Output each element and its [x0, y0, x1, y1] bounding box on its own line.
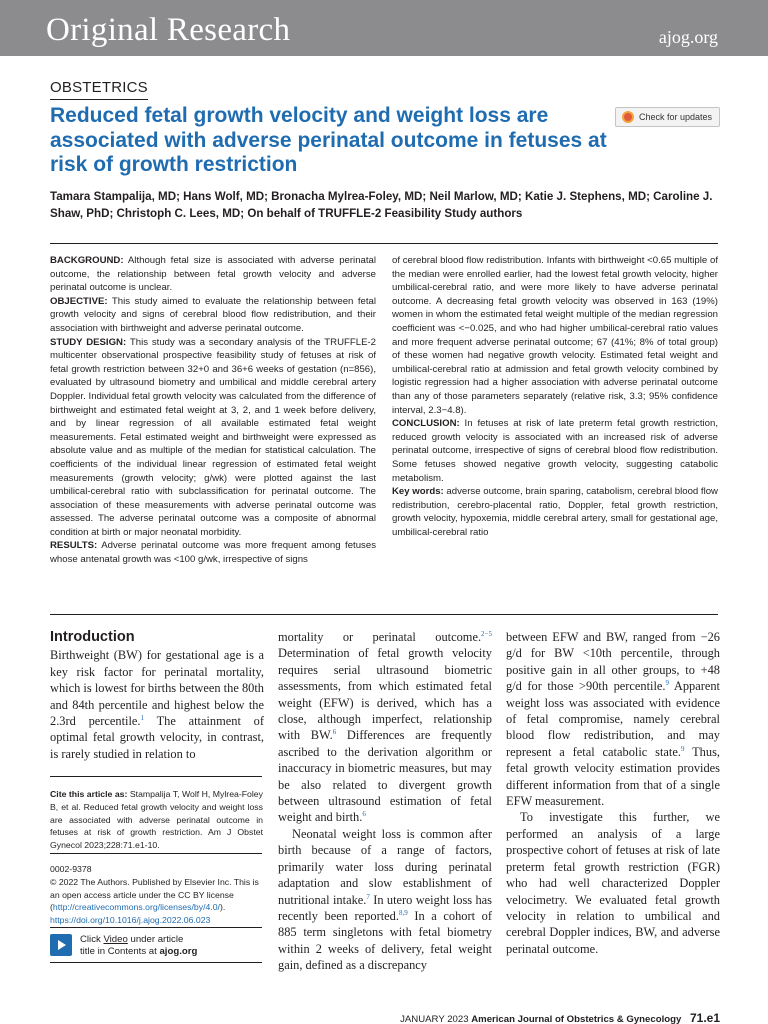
conclusion-label: CONCLUSION: — [392, 418, 460, 430]
abstract-results — [50, 539, 376, 566]
author-list: Tamara Stampalija, MD; Hans Wolf, MD; Bronacha Mylrea-Foley, MD; Neil Marlow, MD; Katie J. Stephens, MD; Caroline J. Shaw, PhD; Christoph C. Lees, MD; On behalf of TRUFFLE-2 Feasibility Study authors — [50, 190, 713, 220]
paragraph-text: Differences are frequently ascribed to the derivation algorithm or inaccuracy in biometric measures, but may be also related to divergent growth between ultrasound estimation of fetal weight and birth. — [278, 728, 492, 825]
body-column-2 — [278, 629, 492, 974]
page-number: 71.e1 — [689, 1011, 720, 1024]
body-paragraph — [50, 647, 264, 762]
header-site-link[interactable]: ajog.org — [658, 27, 718, 47]
paragraph-text: In utero weight loss has recently been reported. — [278, 892, 492, 923]
body-paragraph — [278, 826, 492, 974]
reference-link[interactable]: 9 — [680, 744, 685, 753]
paragraph-text: Determination of fetal growth velocity requires serial ultrasound biometric assessments, from which estimated fetal weight (EFW) is derived, which has a close, although imperfect, relationship with BW. — [278, 646, 492, 743]
video-word-link[interactable]: Video — [103, 934, 128, 945]
paragraph-text: In a cohort of 885 term singletons with fetal biometry within 2 weeks of delivery, fetal weight gain, defined as a discrepancy — [278, 908, 492, 973]
license-link[interactable]: http://creativecommons.org/licenses/by/4.0/ — [52, 902, 220, 913]
introduction-heading: Introduction — [50, 629, 135, 645]
background-label: BACKGROUND: — [50, 255, 124, 266]
paragraph-text: Neonatal weight loss is common after birth because of a range of factors, primarily water loss during perinatal adaptation and slow establishment of nutritional intake. — [278, 826, 492, 907]
reference-link[interactable]: 7 — [366, 892, 370, 901]
abstract-design — [50, 336, 376, 540]
cite-bottom-rule — [50, 853, 262, 854]
body-paragraph — [278, 629, 492, 826]
reference-link[interactable]: 9 — [665, 679, 670, 688]
abstract-top-rule — [50, 243, 718, 244]
license-text: © 2022 The Authors. Published by Elsevier Inc. This is an open access article under the CC BY license ( — [50, 876, 259, 913]
keywords-label: Key words: — [392, 486, 444, 498]
reference-link[interactable]: 8,9 — [398, 908, 408, 917]
background-text: Although fetal size is associated with adverse perinatal outcome, the relationship between fetal growth velocity and adverse perinatal outcome is unclear. — [50, 255, 376, 294]
page-footer — [400, 1011, 720, 1024]
video-text-part: title in Contents at — [80, 946, 160, 957]
check-updates-button[interactable] — [615, 107, 720, 127]
body-column-3 — [506, 629, 720, 957]
doi-link[interactable]: https://doi.org/10.1016/j.ajog.2022.06.023 — [50, 915, 211, 926]
conclusion-text: In fetuses at risk of late preterm fetal growth restriction, reduced growth velocity is associated with an increased risk of adverse perinatal outcome, irrespective of signs of cerebral blood flow redistribution. Some fetuses showed negative growth velocity, suggesting catabolic metabolism. — [392, 418, 718, 484]
design-label: STUDY DESIGN: — [50, 336, 127, 348]
design-text: This study was a secondary analysis of the TRUFFLE-2 multicenter observational prospective feasibility study of fetuses at risk of fetal growth restriction between 32+0 and 36+6 weeks of gestation (n=856), evaluated by ultrasound biometry and umbilical and middle cerebral artery Doppler. Individual fetal growth velocity was calculated from the difference of birthweight and estimated fetal weight at 3, 2, and 1 week before delivery, and by linear regression of all available estimated fetal weight measurements. Fetal estimated weight and birthweight were expressed as absolute value and as multiple of the median for statistical calculation. The coefficients of the individual linear regression of estimated fetal weight measurements (growth velocity; g/wk) were plotted against the last umbilical-cerebral ratio with subclassification for perinatal outcome. The association of these measurements with adverse perinatal outcome was assessed. The adverse perinatal outcome was a composite of abnormal condition at birth or major neonatal morbidity. — [50, 336, 377, 538]
page-header — [0, 0, 768, 56]
paragraph-text: mortality or perinatal outcome. — [278, 630, 482, 644]
license-bottom-rule — [50, 927, 262, 928]
video-text-part: under article — [127, 934, 184, 945]
issn: 0002-9378 — [50, 864, 92, 874]
check-updates-label: Check for updates — [639, 112, 713, 122]
video-link[interactable] — [50, 934, 263, 958]
video-text-part: Click — [80, 934, 104, 945]
abstract-background — [50, 254, 376, 295]
video-bottom-rule — [50, 962, 262, 963]
license-text-block — [50, 876, 263, 914]
section-label: OBSTETRICS — [50, 79, 148, 100]
abstract-conclusion — [392, 417, 718, 485]
reference-link[interactable]: 2−5 — [481, 629, 492, 638]
body-paragraph — [506, 809, 720, 957]
license-box — [50, 863, 263, 927]
abstract-column-left — [50, 254, 376, 567]
video-text — [80, 934, 197, 958]
abstract-column-right — [392, 254, 718, 539]
cite-text: Stampalija T, Wolf H, Mylrea-Foley B, et al. Reduced fetal growth velocity and weight loss are associated with adverse perinatal outcome in fetuses at risk of growth restriction. Am J Obstet Gynecol 2023;228:71.e1-10. — [50, 789, 263, 851]
cite-label: Cite this article as: — [50, 789, 128, 799]
results-text: Adverse perinatal outcome was more frequent among fetuses whose antenatal growth was <100 g/wk, irrespective of signs — [50, 540, 376, 566]
footer-journal: American Journal of Obstetrics & Gynecology — [471, 1014, 682, 1024]
ajog-link[interactable]: ajog.org — [159, 946, 198, 957]
reference-link[interactable]: 6 — [332, 728, 337, 737]
abstract-keywords — [392, 485, 718, 539]
abstract-bottom-rule — [50, 614, 718, 615]
cite-top-rule — [50, 776, 262, 777]
objective-text: This study aimed to evaluate the relationship between fetal growth velocity and signs of cerebral blood flow redistribution, and their association with birthweight and adverse perinatal outcome. — [50, 295, 376, 334]
check-updates-icon — [622, 111, 634, 123]
results-label: RESULTS: — [50, 540, 98, 552]
abstract-results-cont — [392, 254, 718, 417]
body-paragraph — [506, 629, 720, 809]
video-play-icon — [50, 934, 72, 956]
abstract-objective — [50, 295, 376, 336]
citation-box — [50, 788, 263, 852]
paragraph-text: The attainment of optimal fetal growth velocity, in contrast, is rarely studied in relation to — [50, 714, 264, 761]
article-title: Reduced fetal growth velocity and weight loss are associated with adverse perinatal outcome in fetuses at risk of growth restriction — [50, 104, 607, 176]
body-column-1 — [50, 629, 264, 762]
keywords-text: adverse outcome, brain sparing, catabolism, cerebral blood flow redistribution, cerebro-placental ratio, Doppler, fetal growth restriction, growth velocity, hypoxemia, middle cerebral artery, small for gestational age, umbilical-cerebral ratio — [392, 486, 718, 538]
paragraph-text: Thus, fetal growth velocity estimation provides different information from that of a single EFW measurement. — [506, 744, 720, 809]
paragraph-text: Birthweight (BW) for gestational age is a key risk factor for perinatal mortality, which is lowest for births between the 80th and 84th percentile and highest below the 2.3rd percentile. — [50, 648, 264, 729]
paragraph-text: To investigate this further, we performed an analysis of a large prospective cohort of fetuses at risk of late preterm fetal growth restriction (FGR) who had well characterized Doppler velocimetry. We evaluated fetal growth velocity in relation to umbilical and cerebral Doppler indices, BW, and adverse perinatal outcome. — [506, 810, 720, 956]
reference-link[interactable]: 6 — [362, 810, 366, 819]
objective-label: OBJECTIVE: — [50, 295, 108, 307]
footer-date: JANUARY 2023 — [400, 1014, 469, 1024]
paragraph-text: between EFW and BW, ranged from −26 g/d for BW <10th percentile, through positive gain in all other groups, to +48 g/d for those >90th percentile. — [506, 630, 720, 694]
results-text-cont: of cerebral blood flow redistribution. Infants with birthweight <0.65 multiple of the median were enrolled earlier, had the lowest fetal growth velocity, higher umbilical-cerebral ratio, and were more likely to have adverse perinatal outcome. A decreasing fetal growth velocity was observed in 163 (19%) women in whom the estimated fetal weight multiple of the median regression coefficient was <−0.025, and who had higher umbilical-cerebral ratio values and more frequent adverse perinatal outcome; 67 (41%; 8% of total group) of these women had negative growth velocity. Estimated fetal weight and umbilical-cerebral ratio at admission and fetal growth velocity combined by logistic regression had a higher association with adverse perinatal outcome than any of those parameters separately (relative risk, 3.3; 95% confidence interval, 2.3−4.8). — [392, 255, 718, 416]
header-title: Original Research — [46, 12, 291, 48]
paragraph-text: Apparent weight loss was associated with evidence of fetal compromise, namely cerebral blood flow redistribution, and may represent a fetal catabolic state. — [506, 679, 720, 759]
reference-link[interactable]: 1 — [140, 713, 145, 722]
license-close: ). — [219, 902, 226, 913]
